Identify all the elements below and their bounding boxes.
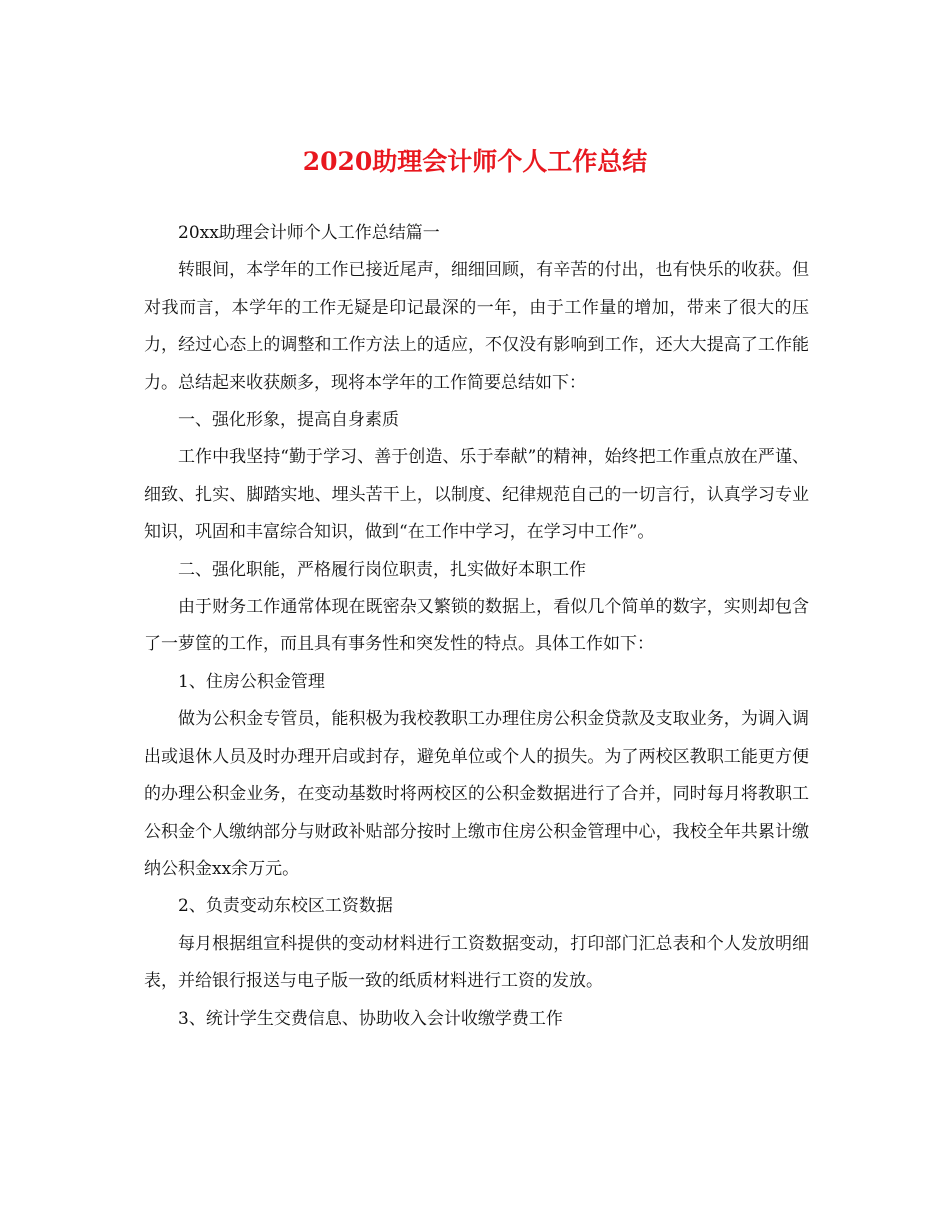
paragraph: 工作中我坚持“勤于学习、善于创造、乐于奉献”的精神，始终把工作重点放在严谨、细致、扎实、脚踏实地、埋头苦干上，以制度、纪律规范自己的一切言行，认真学习专业知识，巩固和丰富综合知识，做到“在工作中学习，在学习中工作”。: [144, 447, 809, 543]
paragraph-subheading: 1、住房公积金管理: [178, 671, 325, 692]
paragraph-heading: 二、强化职能，严格履行岗位职责，扎实做好本职工作: [178, 559, 586, 580]
paragraph-section-heading: 20xx助理会计师个人工作总结篇一: [178, 223, 440, 243]
paragraph: 每月根据组宣科提供的变动材料进行工资数据变动，打印部门汇总表和个人发放明细表，并给银行报送与电子版一致的纸质材料进行工资的发放。: [144, 933, 809, 992]
paragraph: 由于财务工作通常体现在既密杂又繁锁的数据上，看似几个简单的数字，实则却包含了一萝筐的工作，而且具有事务性和突发性的特点。具体工作如下：: [144, 597, 809, 655]
paragraph-heading: 一、强化形象，提高自身素质: [178, 410, 399, 431]
paragraph: 做为公积金专管员，能积极为我校教职工办理住房公积金贷款及支取业务，为调入调出或退休人员及时办理开启或封存，避免单位或个人的损失。为了两校区教职工能更方便的办理公积金业务，在变动基数时将两校区的公积金数据进行了合并，同时每月将教职工公积金个人缴纳部分与财政补贴部分按时上缴市住房公积金管理中心，我校全年共累计缴纳公积金xx余万元。: [144, 709, 809, 879]
paragraph-subheading: 2、负责变动东校区工资数据: [178, 896, 393, 917]
document-title: 2020助理会计师个人工作总结: [302, 147, 648, 176]
document-body: [144, 215, 809, 1038]
paragraph-subheading: 3、统计学生交费信息、协助收入会计收缴学费工作: [178, 1008, 563, 1029]
paragraph: 转眼间，本学年的工作已接近尾声，细细回顾，有辛苦的付出，也有快乐的收获。但对我而言，本学年的工作无疑是印记最深的一年，由于工作量的增加，带来了很大的压力，经过心态上的调整和工作方法上的适应，不仅没有影响到工作，还大大提高了工作能力。总结起来收获颇多，现将本学年的工作简要总结如下：: [144, 260, 809, 393]
